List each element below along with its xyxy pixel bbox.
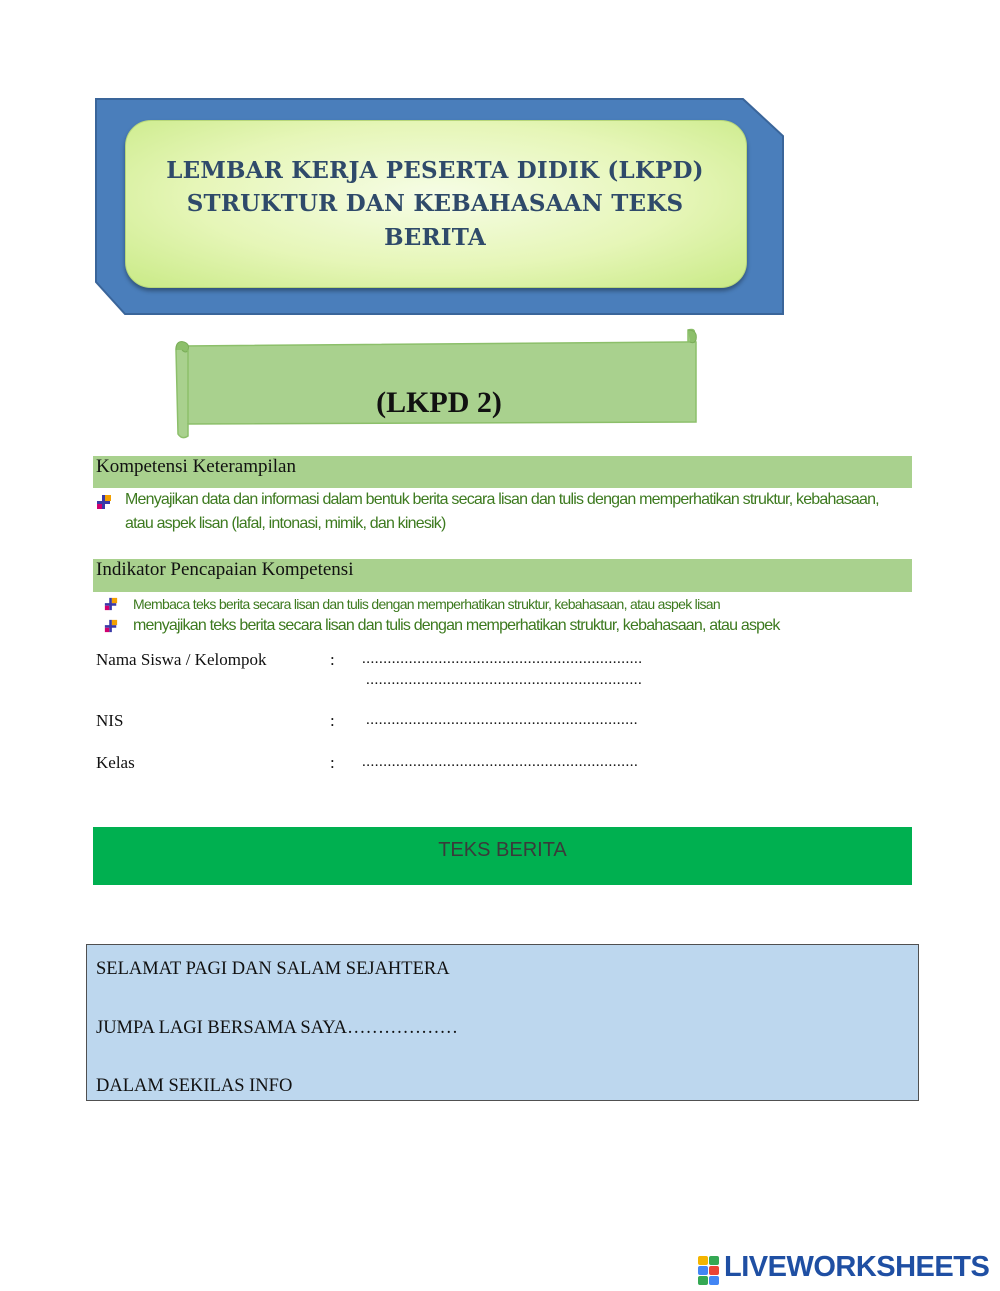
nama-label: Nama Siswa / Kelompok <box>96 650 267 669</box>
nis-field[interactable]: ................................................................ <box>366 712 638 728</box>
nama-colon: : <box>330 650 335 669</box>
nama-field[interactable]: .................................................................. <box>362 651 643 667</box>
nis-label: NIS <box>96 711 124 730</box>
arrow-bullet-icon <box>104 597 118 611</box>
indikator-heading: Indikator Pencapaian Kompetensi <box>93 559 912 592</box>
lkpd-number-label: (LKPD 2) <box>376 386 502 419</box>
arrow-bullet-icon <box>104 619 118 633</box>
kelas-colon: : <box>330 753 335 772</box>
liveworksheets-brand[interactable]: LIVEWORKSHEETS <box>724 1251 990 1283</box>
title-line-1: LEMBAR KERJA PESERTA DIDIK (LKPD) <box>166 157 704 184</box>
kompetensi-heading: Kompetensi Keterampilan <box>93 456 912 488</box>
kompetensi-item-line-2: atau aspek lisan (lafal, intonasi, mimik, dan kinesik) <box>125 515 446 532</box>
arrow-bullet-icon <box>96 494 112 510</box>
indikator-item-2: menyajikan teks berita secara lisan dan tulis dengan memperhatikan struktur, kebahasaan, atau aspek <box>133 617 780 634</box>
title-line-2: STRUKTUR DAN KEBAHASAAN TEKS <box>186 190 684 217</box>
nama-field-line-2[interactable]: ................................................................. <box>366 672 643 688</box>
liveworksheets-logo-icon <box>697 1254 721 1288</box>
teks-berita-label: TEKS BERITA <box>438 839 567 861</box>
kompetensi-item-line-1: Menyajikan data dan informasi dalam bentuk berita secara lisan dan tulis dengan memperhatikan struktur, kebahasaan, <box>125 491 879 508</box>
news-line-2: JUMPA LAGI BERSAMA SAYA……………… <box>96 1018 459 1038</box>
nis-colon: : <box>330 711 335 730</box>
news-line-1: SELAMAT PAGI DAN SALAM SEJAHTERA <box>96 959 450 979</box>
indikator-item-1: Membaca teks berita secara lisan dan tulis dengan memperhatikan struktur, kebahasaan, atau aspek lisan <box>133 596 720 612</box>
title-line-3: BERITA <box>384 224 486 251</box>
scroll-banner <box>174 328 698 440</box>
kelas-field[interactable]: ................................................................. <box>362 754 639 770</box>
kelas-label: Kelas <box>96 753 135 772</box>
news-line-3: DALAM SEKILAS INFO <box>96 1076 293 1096</box>
